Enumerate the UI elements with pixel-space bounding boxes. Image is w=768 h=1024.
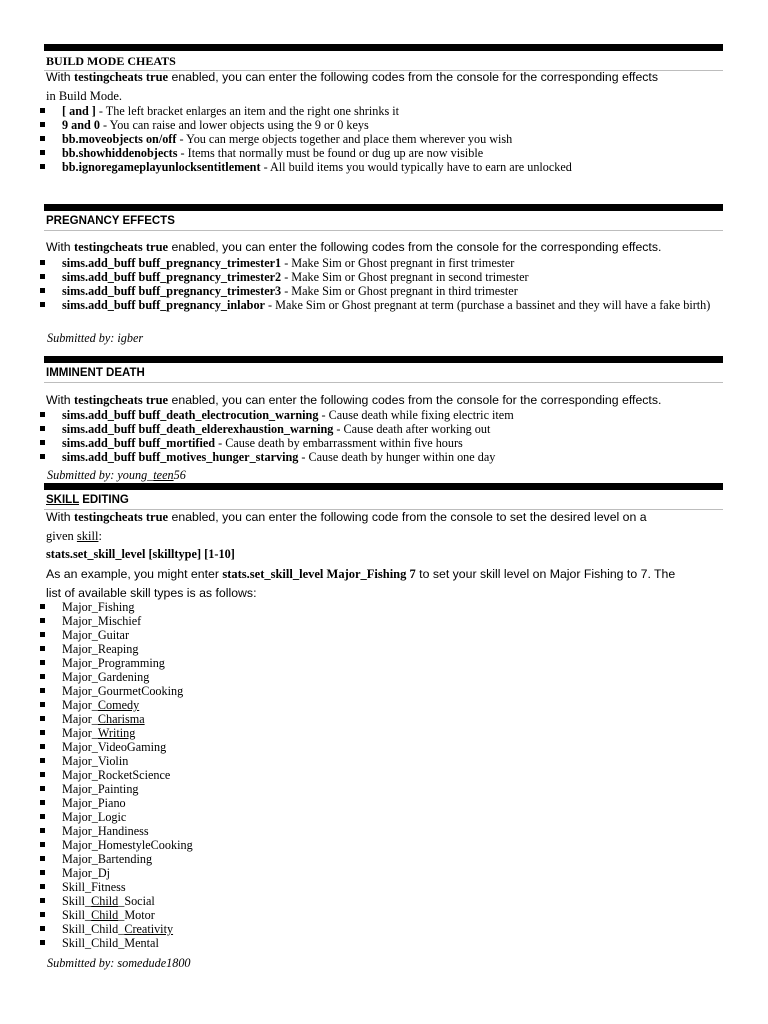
- skill-type-item: Major_Programming: [40, 656, 730, 670]
- skill-example: As an example, you might enter stats.set_skill_level Major_Fishing 7 to set your skill level on Major Fishing to 7. The list of available skill types is as follows:: [46, 567, 676, 600]
- skill-type-item: Major_GourmetCooking: [40, 684, 730, 698]
- list-item: [40, 298, 730, 312]
- list-item: [40, 450, 730, 464]
- skill-type-item: Skill_Child_Mental: [40, 936, 730, 950]
- section-build-mode: [44, 44, 723, 71]
- skill-type-item: Major_Charisma: [40, 712, 730, 726]
- list-item: [40, 118, 730, 132]
- cheat-description: - Make Sim or Ghost pregnant at term (purchase a bassinet and they will have a fake birth): [264, 298, 711, 312]
- cheat-description: - You can raise and lower objects using the 9 or 0 keys: [99, 118, 369, 132]
- section-title: BUILD MODE CHEATS: [46, 54, 176, 68]
- cheat-description: - Cause death while fixing electric item: [318, 408, 514, 422]
- cheat-code: sims.add_buff buff_pregnancy_inlabor: [62, 298, 265, 312]
- cheat-description: - All build items you would typically have to earn are unlocked: [260, 160, 572, 174]
- pregnancy-submitted: Submitted by: igber: [47, 331, 144, 345]
- cheat-code: sims.add_buff buff_mortified: [62, 436, 216, 450]
- cheat-description: - Cause death after working out: [333, 422, 491, 436]
- cheat-code: sims.add_buff buff_pregnancy_trimester1: [62, 256, 282, 270]
- skill-type-item: Major_Guitar: [40, 628, 730, 642]
- list-item: [40, 270, 730, 284]
- cheat-code: sims.add_buff buff_pregnancy_trimester2: [62, 270, 282, 284]
- skill-type-item: Major_Dj: [40, 866, 730, 880]
- skill-type-item: Major_Mischief: [40, 614, 730, 628]
- cheat-description: - Make Sim or Ghost pregnant in third trimester: [281, 284, 518, 298]
- cheat-description: - Make Sim or Ghost pregnant in second trimester: [281, 270, 529, 284]
- list-item: [40, 284, 730, 298]
- skill-type-item: Major_Painting: [40, 782, 730, 796]
- list-item: [40, 104, 730, 118]
- list-item: [40, 132, 730, 146]
- section-skill: [44, 483, 723, 510]
- cheat-code: sims.add_buff buff_motives_hunger_starving: [62, 450, 299, 464]
- list-item: [40, 422, 730, 436]
- skill-type-item: Major_Handiness: [40, 824, 730, 838]
- cheat-code: [ and ]: [62, 104, 96, 118]
- list-item: [40, 146, 730, 160]
- cheat-code: sims.add_buff buff_death_elderexhaustion_warning: [62, 422, 334, 436]
- skill-type-item: Skill_Child_Creativity: [40, 922, 730, 936]
- skill-type-item: Major_Fishing: [40, 600, 730, 614]
- death-list: [40, 408, 730, 464]
- build-mode-intro: With testingcheats true enabled, you can enter the following codes from the console for the corresponding effects in Build Mode.: [46, 70, 658, 103]
- cheat-code: sims.add_buff buff_death_electrocution_warning: [62, 408, 319, 422]
- cheat-description: - Make Sim or Ghost pregnant in first trimester: [281, 256, 515, 270]
- skill-type-item: Major_Piano: [40, 796, 730, 810]
- skill-type-item: Major_Gardening: [40, 670, 730, 684]
- skill-type-item: Major_Violin: [40, 754, 730, 768]
- skill-submitted: Submitted by: somedude1800: [47, 956, 191, 970]
- cheat-description: - You can merge objects together and place them wherever you wish: [176, 132, 513, 146]
- section-title: SKILL EDITING: [46, 494, 129, 506]
- section-divider: [44, 204, 723, 211]
- cheat-description: - The left bracket enlarges an item and the right one shrinks it: [95, 104, 400, 118]
- skill-type-item: Major_Comedy: [40, 698, 730, 712]
- death-intro: With testingcheats true enabled, you can enter the following codes from the console for the corresponding effects.: [46, 393, 662, 407]
- cheat-code: 9 and 0: [62, 118, 100, 132]
- section-divider: [44, 44, 723, 51]
- cheat-code: bb.ignoregameplayunlocksentitlement: [62, 160, 261, 174]
- cheat-description: - Cause death by embarrassment within five hours: [215, 436, 463, 450]
- skill-type-item: Major_Reaping: [40, 642, 730, 656]
- pregnancy-list: [40, 256, 730, 312]
- section-title: IMMINENT DEATH: [46, 367, 145, 379]
- skill-type-item: Major_HomestyleCooking: [40, 838, 730, 852]
- skill-intro: With testingcheats true enabled, you can enter the following code from the console to set the desired level on a given skill:: [46, 510, 647, 543]
- section-pregnancy: [44, 204, 723, 231]
- skill-type-item: Skill_Child_Social: [40, 894, 730, 908]
- skill-type-item: Major_RocketScience: [40, 768, 730, 782]
- cheat-description: - Items that normally must be found or dug up are now visible: [177, 146, 484, 160]
- skill-type-list: [40, 600, 730, 950]
- section-death: [44, 356, 723, 383]
- cheat-code: bb.moveobjects on/off: [62, 132, 177, 146]
- skill-type-item: Major_Writing: [40, 726, 730, 740]
- skill-type-item: Major_VideoGaming: [40, 740, 730, 754]
- list-item: [40, 436, 730, 450]
- section-title: PREGNANCY EFFECTS: [46, 215, 175, 227]
- pregnancy-intro: With testingcheats true enabled, you can enter the following codes from the console for the corresponding effects.: [46, 240, 662, 254]
- section-divider: [44, 483, 723, 490]
- skill-type-item: Major_Bartending: [40, 852, 730, 866]
- list-item: [40, 408, 730, 422]
- list-item: [40, 256, 730, 270]
- list-item: [40, 160, 730, 174]
- build-mode-list: [40, 104, 730, 174]
- skill-type-item: Major_Logic: [40, 810, 730, 824]
- cheat-description: - Cause death by hunger within one day: [298, 450, 496, 464]
- section-divider: [44, 356, 723, 363]
- cheat-code: bb.showhiddenobjects: [62, 146, 178, 160]
- skill-type-item: Skill_Child_Motor: [40, 908, 730, 922]
- cheat-code: sims.add_buff buff_pregnancy_trimester3: [62, 284, 282, 298]
- death-submitted: Submitted by: young_teen56: [47, 468, 186, 482]
- skill-type-item: Skill_Fitness: [40, 880, 730, 894]
- skill-command: stats.set_skill_level [skilltype] [1-10]: [46, 547, 235, 561]
